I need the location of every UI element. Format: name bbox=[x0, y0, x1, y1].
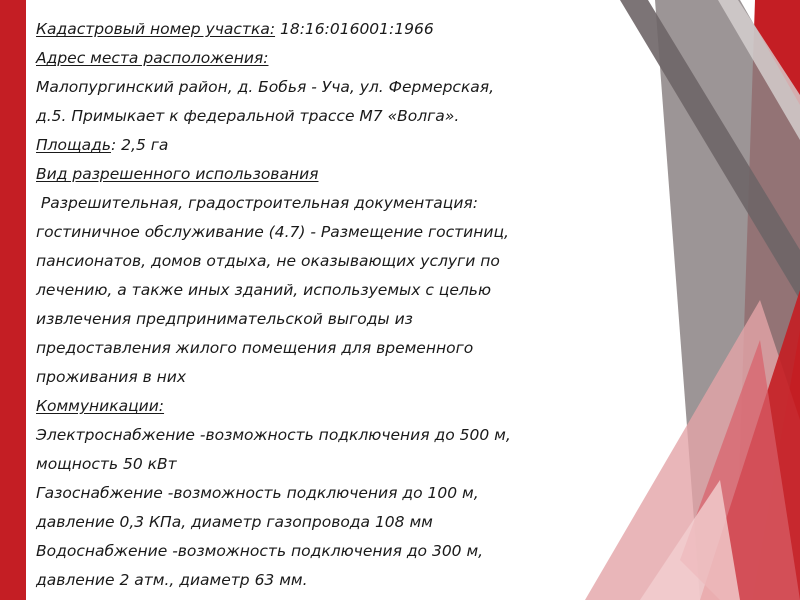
area-value: : 2,5 га bbox=[111, 136, 169, 154]
permitted-use-heading: Вид разрешенного использования bbox=[36, 165, 319, 183]
address-line-2: д.5. Примыкает к федеральной трассе М7 «Волга». bbox=[36, 107, 460, 125]
address-heading-line bbox=[36, 44, 626, 73]
electricity-line-2: мощность 50 кВт bbox=[36, 455, 177, 473]
utilities-heading-line bbox=[36, 392, 626, 421]
permitted-use-line-4: лечению, а также иных зданий, используемых с целью bbox=[36, 281, 491, 299]
cadastral-value: 18:16:016001:1966 bbox=[275, 20, 434, 38]
left-red-strip bbox=[0, 0, 26, 600]
area-label: Площадь bbox=[36, 136, 111, 154]
area-line bbox=[36, 131, 626, 160]
permitted-use-line-1: Разрешительная, градостроительная документация: bbox=[36, 194, 478, 212]
address-heading: Адрес места расположения: bbox=[36, 49, 269, 67]
permitted-use-line-6: предоставления жилого помещения для временного bbox=[36, 339, 474, 357]
permitted-use-line-2: гостиничное обслуживание (4.7) - Размещение гостиниц, bbox=[36, 223, 509, 241]
permitted-use-line-3: пансионатов, домов отдыха, не оказывающих услуги по bbox=[36, 252, 500, 270]
address-line-1: Малопургинский район, д. Бобья - Уча, ул. Фермерская, bbox=[36, 78, 495, 96]
permitted-use-line-7: проживания в них bbox=[36, 368, 187, 386]
gas-line-2: давление 0,3 КПа, диаметр газопровода 108 мм bbox=[36, 513, 433, 531]
cadastral-line bbox=[36, 15, 626, 44]
permitted-use-line-5: извлечения предпринимательской выгоды из bbox=[36, 310, 413, 328]
cadastral-label: Кадастровый номер участка: bbox=[36, 20, 276, 38]
utilities-heading: Коммуникации: bbox=[36, 397, 165, 415]
permitted-use-heading-line bbox=[36, 160, 626, 189]
water-line-2: давление 2 атм., диаметр 63 мм. bbox=[36, 571, 308, 589]
water-line-1: Водоснабжение -возможность подключения до 300 м, bbox=[36, 542, 484, 560]
gas-line-1: Газоснабжение -возможность подключения до 100 м, bbox=[36, 484, 479, 502]
electricity-line-1: Электроснабжение -возможность подключения до 500 м, bbox=[36, 426, 511, 444]
slide-body bbox=[36, 15, 626, 595]
